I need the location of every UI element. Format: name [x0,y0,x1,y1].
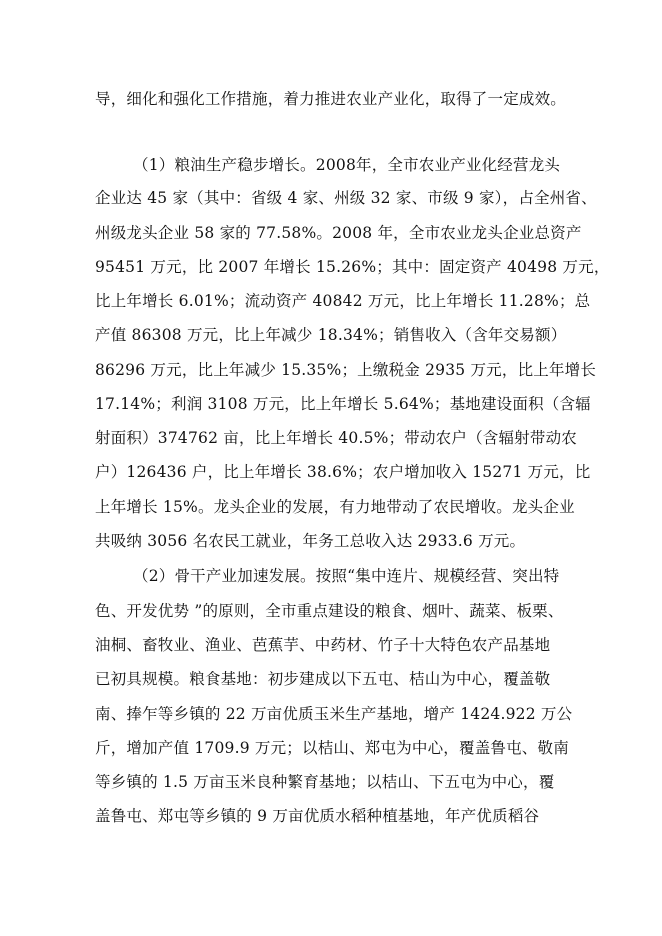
text-line: 色、开发优势 ”的原则，全市重点建设的粮食、烟叶、蔬菜、板栗、 [95,602,564,620]
text-line: 州级龙头企业 58 家的 77.58%。2008 年，全市农业龙头企业总资产 [95,224,582,242]
text-line: 导，细化和强化工作措施，着力推进农业产业化，取得了一定成效。 [95,90,567,108]
text-line: 比上年增长 6.01%；流动资产 40842 万元，比上年增长 11.28%；总 [95,292,591,310]
text-line: 射面积）374762 亩，比上年增长 40.5%；带动农户（含辐射带动农 [95,429,577,447]
text-line: 企业达 45 家（其中：省级 4 家、州级 32 家、市级 9 家），占全州省、 [95,189,597,207]
text-line: 已初具规模。粮食基地：初步建成以下五屯、桔山为中心，覆盖敬 [95,670,551,688]
text-line: 95451 万元，比 2007 年增长 15.26%；其中：固定资产 40498 万元， [95,258,610,276]
text-line: 斤，增加产值 1709.9 万元；以桔山、郑屯为中心，覆盖鲁屯、敬南 [95,739,569,757]
text-line: 共吸纳 3056 名农民工就业，年务工总收入达 2933.6 万元。 [95,532,526,550]
text-line: 等乡镇的 1.5 万亩玉米良种繁育基地；以桔山、下五屯为中心，覆 [95,773,555,791]
text-line: 盖鲁屯、郑屯等乡镇的 9 万亩优质水稻种植基地，年产优质稻谷 [95,807,540,825]
paragraph-1-first-line: （1）粮油生产稳步增长。2008年，全市农业产业化经营龙头 [133,156,561,174]
text-line: 油桐、畜牧业、渔业、芭蕉芋、中药材、竹子十大特色农产品基地 [95,636,551,654]
text-line: 南、捧乍等乡镇的 22 万亩优质玉米生产基地，增产 1424.922 万公 [95,705,573,723]
paragraph-2-first-line: （2）骨干产业加速发展。按照“集中连片、规模经营、突出特 [133,567,560,585]
text-line: 86296 万元，比上年减少 15.35%；上缴税金 2935 万元，比上年增长 [95,361,597,379]
text-line: 产值 86308 万元，比上年减少 18.34%；销售收入（含年交易额） [95,326,567,344]
text-line: 户）126436 户，比上年增长 38.6%；农户增加收入 15271 万元，比 [95,463,591,481]
text-line: 上年增长 15%。龙头企业的发展，有力地带动了农民增收。龙头企业 [95,498,575,516]
text-line: 17.14%；利润 3108 万元，比上年增长 5.64%；基地建设面积（含辐 [95,395,591,413]
